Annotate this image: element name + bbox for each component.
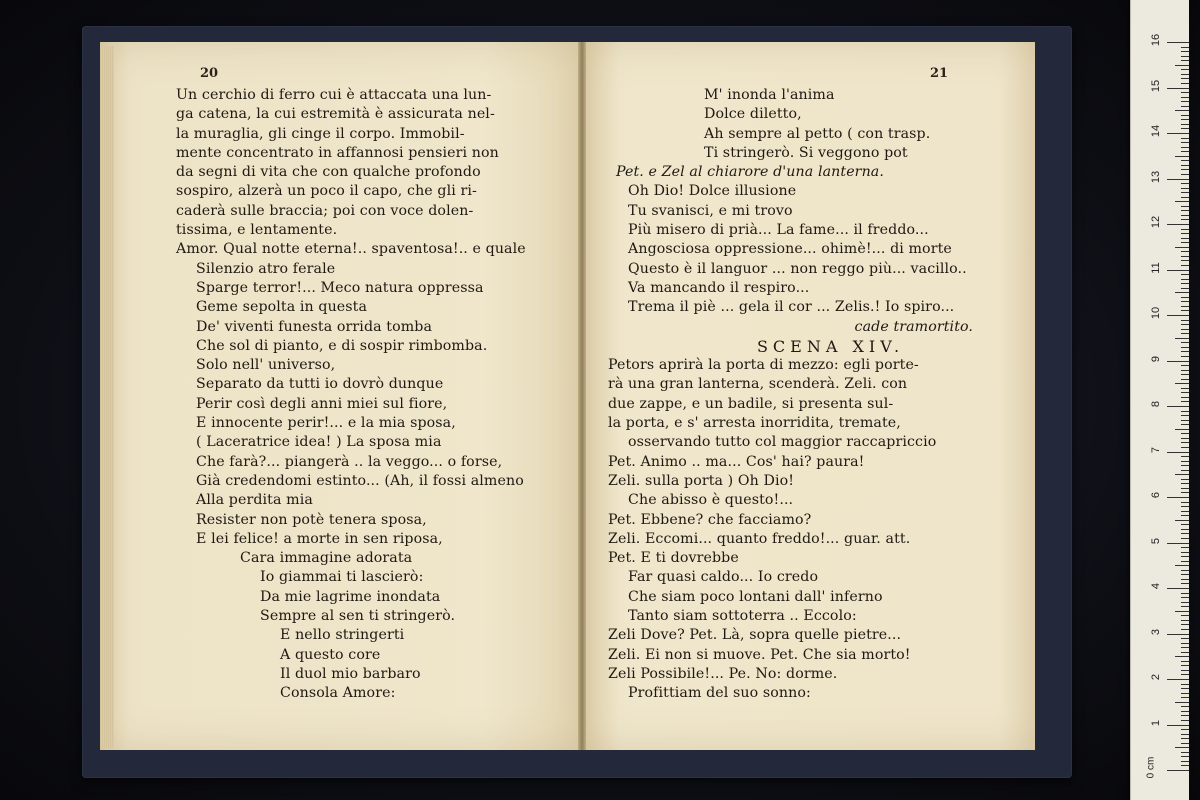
ruler-tick xyxy=(1181,324,1189,325)
ruler-tick xyxy=(1167,42,1189,43)
ruler-tick xyxy=(1181,684,1189,685)
verse-line: Ah sempre al petto ( con trasp. xyxy=(704,125,931,142)
text-line: caderà sulle braccia; poi con voce dolen- xyxy=(176,202,474,219)
ruler-tick xyxy=(1181,101,1189,102)
ruler-tick xyxy=(1181,561,1189,562)
ruler-tick xyxy=(1181,556,1189,557)
ruler-label: 16 xyxy=(1150,33,1162,47)
ruler-label: 0 cm xyxy=(1145,756,1157,779)
ruler-tick xyxy=(1175,110,1189,111)
ruler-tick xyxy=(1181,301,1189,302)
ruler-label: 1 xyxy=(1150,719,1162,726)
ruler-tick xyxy=(1175,611,1189,612)
ruler-tick xyxy=(1181,60,1189,61)
ruler-tick xyxy=(1175,338,1189,339)
speaker-line: Zeli. Eccomi... quanto freddo!... guar. att. xyxy=(608,530,911,547)
ruler-tick xyxy=(1181,210,1189,211)
ruler-label: 6 xyxy=(1150,491,1162,499)
verse-line: Che farà?... piangerà .. la veggo... o forse, xyxy=(196,453,503,470)
text-line: osservando tutto col maggior raccapriccio xyxy=(628,434,937,451)
ruler-tick xyxy=(1181,638,1189,639)
ruler-tick xyxy=(1181,483,1189,484)
ruler-tick xyxy=(1181,356,1189,357)
ruler-tick xyxy=(1181,647,1189,648)
verse-line: Questo è il languor ... non reggo più... vacillo.. xyxy=(628,260,967,277)
verse-line: Perir così degli anni miei sul fiore, xyxy=(196,395,448,412)
verse-line: Oh Dio! Dolce illusione xyxy=(628,183,797,200)
ruler-tick xyxy=(1181,138,1189,139)
ruler-label: 9 xyxy=(1150,355,1162,362)
ruler-label: 2 xyxy=(1150,673,1162,681)
ruler-label: 11 xyxy=(1150,261,1162,274)
ruler-tick xyxy=(1175,383,1189,384)
ruler-tick xyxy=(1181,379,1189,380)
ruler-tick xyxy=(1181,424,1189,425)
ruler-tick xyxy=(1181,593,1189,594)
verse-line: Il duol mio barbaro xyxy=(280,665,421,682)
ruler-tick xyxy=(1181,310,1189,311)
ruler-tick xyxy=(1181,711,1189,712)
ruler-tick xyxy=(1175,520,1189,521)
ruler-tick xyxy=(1181,219,1189,220)
stage-direction: Pet. e Zel al chiarore d'una lanterna. xyxy=(616,164,884,181)
ruler-tick xyxy=(1181,401,1189,402)
ruler-tick xyxy=(1181,602,1189,603)
ruler-tick xyxy=(1167,725,1189,726)
text-line: Un cerchio di ferro cui è attaccata una lun- xyxy=(176,87,492,103)
ruler-tick xyxy=(1181,465,1189,466)
ruler-label: 13 xyxy=(1150,170,1162,183)
ruler-tick xyxy=(1181,183,1189,184)
text-line: mente concentrato in affannosi pensieri non xyxy=(176,144,499,161)
text-line: sospiro, alzerà un poco il capo, che gli ri- xyxy=(176,183,477,200)
ruler-label: 7 xyxy=(1150,446,1162,453)
ruler-tick xyxy=(1181,242,1189,243)
ruler-tick xyxy=(1181,697,1189,698)
ruler-tick xyxy=(1181,415,1189,416)
ruler-tick xyxy=(1181,388,1189,389)
ruler-tick xyxy=(1181,734,1189,735)
ruler-tick xyxy=(1181,288,1189,289)
ruler-label: 8 xyxy=(1150,400,1162,408)
verse-line: Solo nell' universo, xyxy=(196,357,336,374)
verse-line: E lei felice! a morte in sen riposa, xyxy=(196,530,443,547)
ruler-tick xyxy=(1181,674,1189,675)
verse-line: Dolce diletto, xyxy=(704,106,802,123)
verse-line: Che siam poco lontani dall' inferno xyxy=(628,588,883,605)
ruler-tick xyxy=(1181,552,1189,553)
ruler-tick xyxy=(1181,74,1189,75)
verse-line: Già credendomi estinto... (Ah, il fossi almeno xyxy=(196,472,524,489)
text-line: Petors aprirà la porta di mezzo: egli porte- xyxy=(608,357,919,374)
ruler-tick xyxy=(1181,47,1189,48)
ruler-tick xyxy=(1181,624,1189,625)
ruler-label: 4 xyxy=(1150,582,1162,590)
verse-line: Io giammai ti lascierò: xyxy=(260,569,424,586)
ruler-label: 10 xyxy=(1150,306,1162,320)
verse-line: ( Laceratrice idea! ) La sposa mia xyxy=(196,434,442,451)
ruler-tick xyxy=(1181,174,1189,175)
ruler-tick xyxy=(1181,215,1189,216)
verse-line: M' inonda l'anima xyxy=(704,87,835,103)
ruler-tick xyxy=(1181,169,1189,170)
verse-line: Che sol di pianto, e di sospir rimbomba. xyxy=(196,337,488,354)
ruler-tick xyxy=(1181,342,1189,343)
text-line: due zappe, e un badile, si presenta sul- xyxy=(608,395,894,412)
ruler-tick xyxy=(1181,538,1189,539)
ruler-tick xyxy=(1167,315,1189,316)
verse-line: Più misero di prià... La fame... il freddo... xyxy=(628,222,929,239)
ruler-tick xyxy=(1181,529,1189,530)
ruler-tick xyxy=(1181,411,1189,412)
ruler-tick xyxy=(1181,488,1189,489)
ruler-tick xyxy=(1181,128,1189,129)
book-gutter xyxy=(578,42,586,750)
ruler-tick xyxy=(1181,738,1189,739)
verse-line: Alla perdita mia xyxy=(196,492,313,509)
ruler-tick xyxy=(1181,765,1189,766)
ruler-tick xyxy=(1167,406,1189,407)
ruler-tick xyxy=(1167,88,1189,89)
ruler-tick xyxy=(1167,452,1189,453)
speaker-line: Zeli. Ei non si muove. Pet. Che sia morto! xyxy=(608,646,911,663)
verse-line: Angosciosa oppressione... ohimè!... di morte xyxy=(628,241,952,258)
speaker-line: Zeli. sulla porta ) Oh Dio! xyxy=(608,472,795,489)
verse-line: Separato da tutti io dovrò dunque xyxy=(196,376,444,393)
ruler-tick xyxy=(1181,83,1189,84)
ruler-tick xyxy=(1181,447,1189,448)
ruler-tick xyxy=(1181,511,1189,512)
ruler-tick xyxy=(1181,629,1189,630)
ruler-tick xyxy=(1181,97,1189,98)
ruler-tick xyxy=(1181,597,1189,598)
stage-direction: cade tramortito. xyxy=(854,318,973,335)
ruler-tick xyxy=(1181,147,1189,148)
ruler-tick xyxy=(1181,661,1189,662)
left-page-number: 20 xyxy=(200,66,219,81)
ruler-tick xyxy=(1181,670,1189,671)
ruler-tick xyxy=(1181,78,1189,79)
speaker-line: Zeli Possibile!... Pe. No: dorme. xyxy=(608,665,838,682)
ruler-tick xyxy=(1181,583,1189,584)
ruler-tick xyxy=(1181,438,1189,439)
ruler-tick xyxy=(1181,461,1189,462)
verse-line: E innocente perir!... e la mia sposa, xyxy=(196,415,456,432)
ruler-tick xyxy=(1181,574,1189,575)
ruler-tick xyxy=(1181,715,1189,716)
ruler-tick xyxy=(1181,547,1189,548)
ruler-tick xyxy=(1175,656,1189,657)
ruler-tick xyxy=(1181,206,1189,207)
ruler-tick xyxy=(1175,65,1189,66)
ruler-tick xyxy=(1181,756,1189,757)
ruler-tick xyxy=(1181,752,1189,753)
ruler-tick xyxy=(1181,492,1189,493)
ruler-tick xyxy=(1181,69,1189,70)
ruler-tick xyxy=(1181,442,1189,443)
speaker-line: Pet. E ti dovrebbe xyxy=(608,550,739,567)
verse-line: Profittiam del suo sonno: xyxy=(628,685,811,702)
ruler-tick xyxy=(1181,351,1189,352)
right-page-number: 21 xyxy=(930,66,949,81)
ruler-tick xyxy=(1181,115,1189,116)
verse-line: Ti stringerò. Si veggono pot xyxy=(704,144,908,161)
ruler-tick xyxy=(1181,188,1189,189)
ruler-tick xyxy=(1175,201,1189,202)
ruler-tick xyxy=(1181,119,1189,120)
ruler-tick xyxy=(1175,565,1189,566)
verse-line: Che abisso è questo!... xyxy=(628,492,794,509)
ruler-tick xyxy=(1181,761,1189,762)
ruler-tick xyxy=(1181,151,1189,152)
ruler-tick xyxy=(1181,643,1189,644)
ruler-tick xyxy=(1181,320,1189,321)
ruler-tick xyxy=(1167,224,1189,225)
ruler-tick xyxy=(1181,502,1189,503)
text-line: la muraglia, gli cinge il corpo. Immobil- xyxy=(176,125,465,142)
verse-line: Silenzio atro ferale xyxy=(196,260,336,277)
ruler-tick xyxy=(1181,279,1189,280)
ruler-tick xyxy=(1181,688,1189,689)
verse-line: Trema il piè ... gela il cor ... Zelis.! Io spiro... xyxy=(628,299,955,316)
ruler-label: 12 xyxy=(1150,215,1162,229)
ruler-tick xyxy=(1181,397,1189,398)
ruler-tick xyxy=(1181,370,1189,371)
ruler-tick xyxy=(1167,543,1189,544)
ruler-tick xyxy=(1175,292,1189,293)
ruler-tick xyxy=(1167,497,1189,498)
text-line: da segni di vita che con qualche profondo xyxy=(176,164,481,181)
ruler-tick xyxy=(1181,374,1189,375)
speaker-line: Zeli Dove? Pet. Là, sopra quelle pietre... xyxy=(608,627,902,644)
ruler-tick xyxy=(1181,251,1189,252)
ruler-tick xyxy=(1181,743,1189,744)
ruler-tick xyxy=(1181,615,1189,616)
ruler-tick xyxy=(1181,333,1189,334)
ruler-tick xyxy=(1181,256,1189,257)
ruler-tick xyxy=(1181,620,1189,621)
ruler-tick xyxy=(1181,306,1189,307)
ruler-tick xyxy=(1175,747,1189,748)
ruler-label: 15 xyxy=(1150,79,1162,92)
ruler-tick xyxy=(1181,192,1189,193)
left-page-text xyxy=(176,86,556,704)
ruler-tick xyxy=(1181,56,1189,57)
ruler-tick xyxy=(1181,329,1189,330)
ruler-tick xyxy=(1181,456,1189,457)
ruler-label: 14 xyxy=(1150,124,1162,138)
verse-line: E nello stringerti xyxy=(280,627,405,644)
speaker-line: Pet. Ebbene? che facciamo? xyxy=(608,511,812,528)
ruler-tick xyxy=(1181,533,1189,534)
ruler-tick xyxy=(1167,770,1189,771)
scene-heading: SCENA XIV. xyxy=(756,336,905,356)
ruler-tick xyxy=(1181,433,1189,434)
ruler-tick xyxy=(1181,238,1189,239)
ruler-tick xyxy=(1181,470,1189,471)
ruler-tick xyxy=(1181,606,1189,607)
ruler-tick xyxy=(1181,347,1189,348)
text-line: la porta, e s' arresta inorridita, tremate, xyxy=(608,415,901,432)
ruler-tick xyxy=(1181,392,1189,393)
ruler-tick xyxy=(1181,479,1189,480)
verse-line: A questo core xyxy=(280,646,381,663)
ruler-tick xyxy=(1181,92,1189,93)
verse-line: Tu svanisci, e mi trovo xyxy=(628,202,793,219)
text-line: tissima, e lentamente. xyxy=(176,222,338,239)
ruler-tick xyxy=(1181,229,1189,230)
speaker-line: Amor. Qual notte eterna!.. spaventosa!.. e quale xyxy=(176,241,526,258)
ruler-tick xyxy=(1181,197,1189,198)
ruler-tick xyxy=(1175,429,1189,430)
ruler-tick xyxy=(1167,588,1189,589)
ruler-tick xyxy=(1181,365,1189,366)
ruler-tick xyxy=(1181,729,1189,730)
right-page-text xyxy=(608,86,1013,704)
ruler-tick xyxy=(1181,274,1189,275)
verse-line: Far quasi caldo... Io credo xyxy=(628,569,819,586)
ruler-tick xyxy=(1181,160,1189,161)
ruler-tick xyxy=(1175,474,1189,475)
text-line: ga catena, la cui estremità è assicurata nel- xyxy=(176,106,495,123)
ruler-tick xyxy=(1181,283,1189,284)
ruler-tick xyxy=(1167,270,1189,271)
ruler-tick xyxy=(1181,233,1189,234)
verse-line: Cara immagine adorata xyxy=(240,550,413,567)
ruler-tick xyxy=(1175,702,1189,703)
verse-line: De' viventi funesta orrida tomba xyxy=(196,318,433,335)
ruler-tick xyxy=(1181,515,1189,516)
ruler-tick xyxy=(1175,247,1189,248)
ruler-tick xyxy=(1181,51,1189,52)
ruler-tick xyxy=(1167,634,1189,635)
ruler-tick xyxy=(1181,420,1189,421)
ruler-tick xyxy=(1181,693,1189,694)
text-line: rà una gran lanterna, scenderà. Zeli. con xyxy=(608,376,908,393)
ruler-tick xyxy=(1181,297,1189,298)
ruler-tick xyxy=(1175,156,1189,157)
speaker-line: Pet. Animo .. ma... Cos' hai? paura! xyxy=(608,453,865,470)
ruler-tick xyxy=(1181,165,1189,166)
ruler-tick xyxy=(1181,506,1189,507)
ruler-tick xyxy=(1181,665,1189,666)
ruler-tick xyxy=(1181,706,1189,707)
ruler-tick xyxy=(1167,179,1189,180)
ruler-tick xyxy=(1167,361,1189,362)
ruler-tick xyxy=(1181,652,1189,653)
ruler-label: 3 xyxy=(1150,628,1162,635)
ruler-label: 5 xyxy=(1150,537,1162,544)
ruler-tick xyxy=(1181,265,1189,266)
ruler-tick xyxy=(1181,142,1189,143)
verse-line: Sempre al sen ti stringerò. xyxy=(260,608,456,625)
page-edges xyxy=(100,46,114,748)
verse-line: Consola Amore: xyxy=(280,685,396,702)
measuring-ruler xyxy=(1130,0,1189,800)
verse-line: Resister non potè tenera sposa, xyxy=(196,511,427,528)
ruler-tick xyxy=(1181,260,1189,261)
verse-line: Tanto siam sottoterra .. Eccolo: xyxy=(628,608,857,625)
ruler-tick xyxy=(1181,720,1189,721)
ruler-tick xyxy=(1181,579,1189,580)
verse-line: Va mancando il respiro... xyxy=(628,279,810,296)
ruler-tick xyxy=(1167,133,1189,134)
ruler-tick xyxy=(1181,124,1189,125)
ruler-tick xyxy=(1181,570,1189,571)
verse-line: Da mie lagrime inondata xyxy=(260,588,441,605)
ruler-tick xyxy=(1167,679,1189,680)
verse-line: Sparge terror!... Meco natura oppressa xyxy=(196,279,484,296)
verse-line: Geme sepolta in questa xyxy=(196,299,368,316)
ruler-tick xyxy=(1181,524,1189,525)
ruler-tick xyxy=(1181,106,1189,107)
